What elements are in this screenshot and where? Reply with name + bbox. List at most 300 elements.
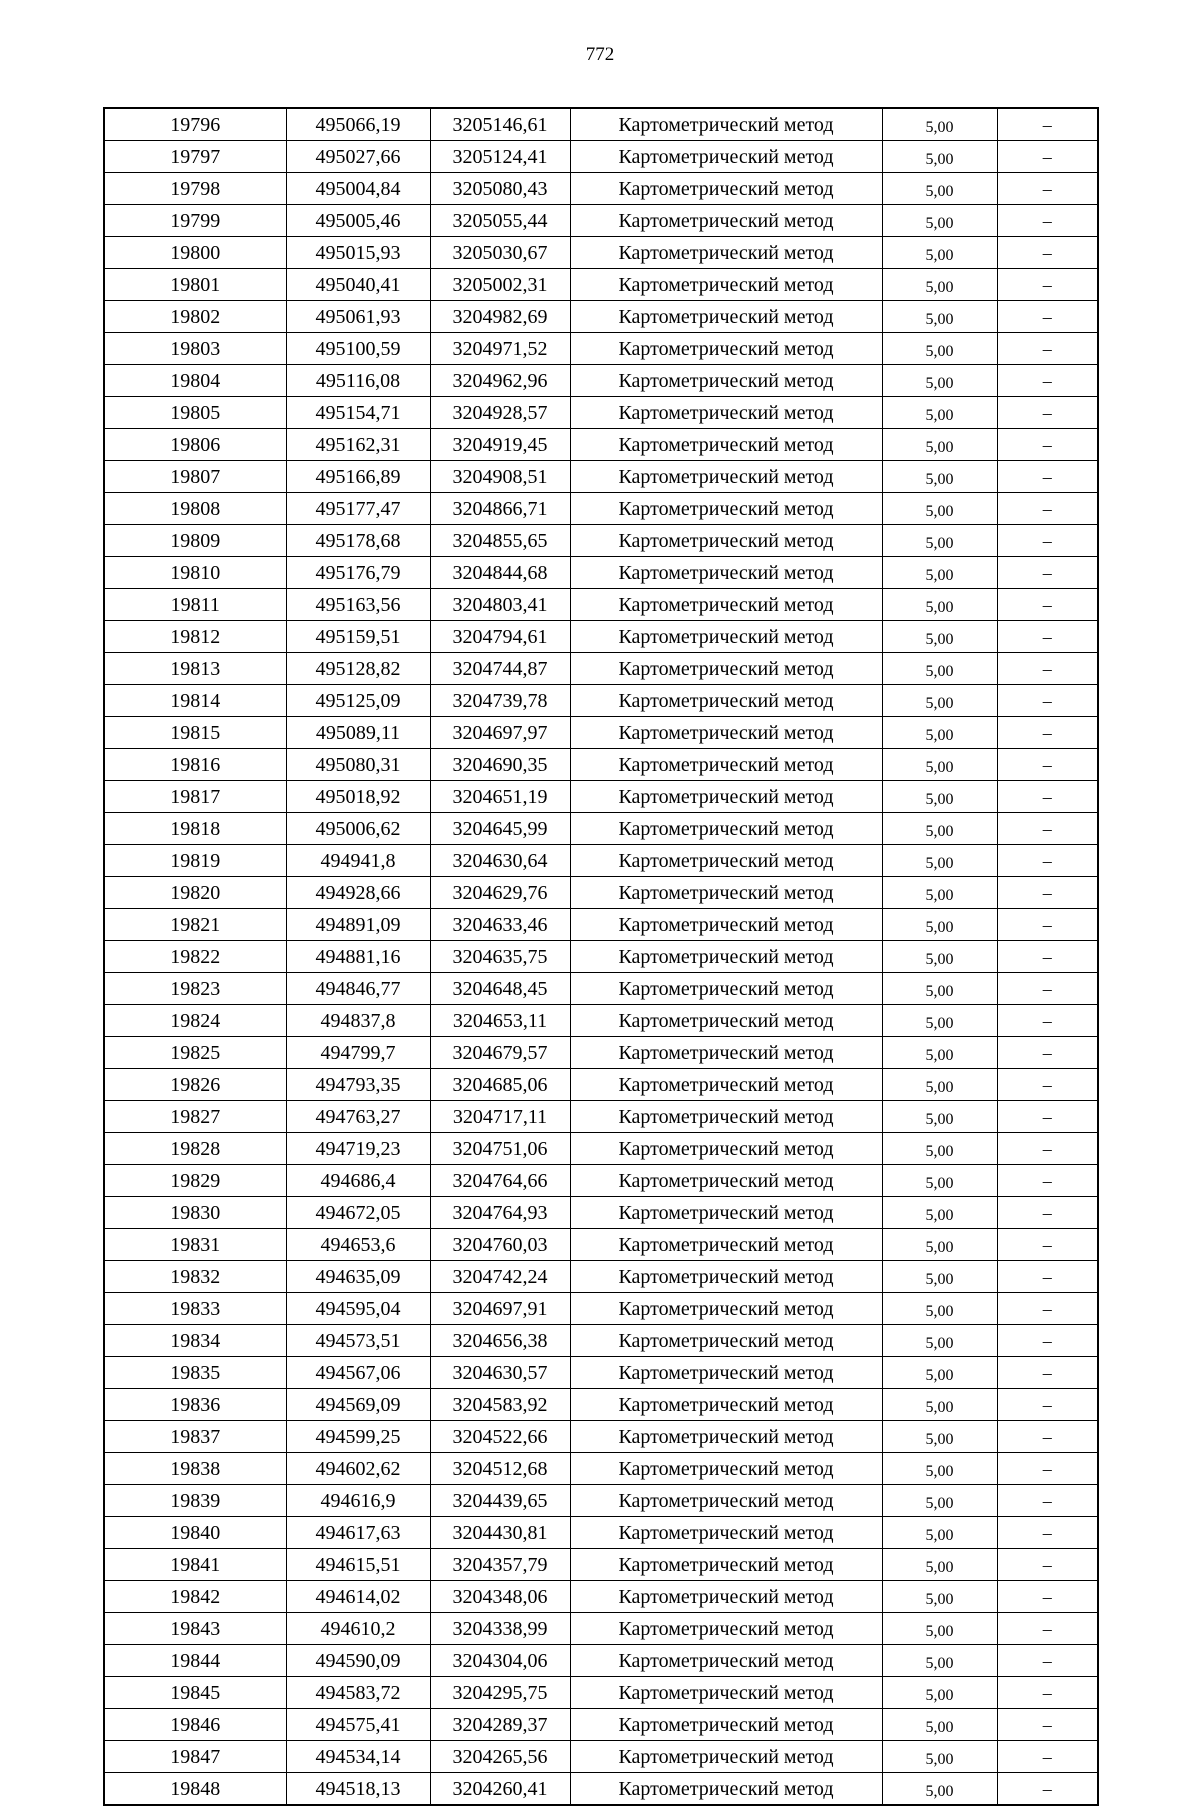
description-cell: – xyxy=(997,1677,1098,1709)
y-coordinate-cell: 3204855,65 xyxy=(430,525,570,557)
accuracy-cell: 5,00 xyxy=(882,973,997,1005)
accuracy-cell: 5,00 xyxy=(882,685,997,717)
method-cell: Картометрический метод xyxy=(570,1037,882,1069)
table-row xyxy=(104,1421,1098,1453)
y-coordinate-cell: 3204697,91 xyxy=(430,1293,570,1325)
method-cell: Картометрический метод xyxy=(570,1165,882,1197)
y-coordinate-cell: 3204583,92 xyxy=(430,1389,570,1421)
x-coordinate-cell: 494928,66 xyxy=(286,877,430,909)
accuracy-cell: 5,00 xyxy=(882,1709,997,1741)
accuracy-cell: 5,00 xyxy=(882,1677,997,1709)
accuracy-cell: 5,00 xyxy=(882,1069,997,1101)
y-coordinate-cell: 3204656,38 xyxy=(430,1325,570,1357)
point-number-cell: 19800 xyxy=(104,237,286,269)
accuracy-cell: 5,00 xyxy=(882,301,997,333)
point-number-cell: 19816 xyxy=(104,749,286,781)
accuracy-cell: 5,00 xyxy=(882,1453,997,1485)
description-cell: – xyxy=(997,1037,1098,1069)
y-coordinate-cell: 3204744,87 xyxy=(430,653,570,685)
method-cell: Картометрический метод xyxy=(570,909,882,941)
point-number-cell: 19815 xyxy=(104,717,286,749)
y-coordinate-cell: 3204751,06 xyxy=(430,1133,570,1165)
description-cell: – xyxy=(997,621,1098,653)
table-row xyxy=(104,108,1098,141)
description-cell: – xyxy=(997,557,1098,589)
x-coordinate-cell: 495177,47 xyxy=(286,493,430,525)
method-cell: Картометрический метод xyxy=(570,1197,882,1229)
accuracy-cell: 5,00 xyxy=(882,749,997,781)
table-row xyxy=(104,1485,1098,1517)
point-number-cell: 19818 xyxy=(104,813,286,845)
description-cell: – xyxy=(997,1741,1098,1773)
table-row xyxy=(104,1197,1098,1229)
accuracy-cell: 5,00 xyxy=(882,1645,997,1677)
table-row xyxy=(104,1549,1098,1581)
accuracy-cell: 5,00 xyxy=(882,1517,997,1549)
accuracy-cell: 5,00 xyxy=(882,461,997,493)
table-row xyxy=(104,1741,1098,1773)
description-cell: – xyxy=(997,685,1098,717)
x-coordinate-cell: 495100,59 xyxy=(286,333,430,365)
x-coordinate-cell: 494635,09 xyxy=(286,1261,430,1293)
description-cell: – xyxy=(997,1261,1098,1293)
description-cell: – xyxy=(997,909,1098,941)
point-number-cell: 19832 xyxy=(104,1261,286,1293)
y-coordinate-cell: 3204265,56 xyxy=(430,1741,570,1773)
y-coordinate-cell: 3204630,57 xyxy=(430,1357,570,1389)
method-cell: Картометрический метод xyxy=(570,1709,882,1741)
description-cell: – xyxy=(997,1421,1098,1453)
accuracy-cell: 5,00 xyxy=(882,877,997,909)
point-number-cell: 19813 xyxy=(104,653,286,685)
description-cell: – xyxy=(997,1101,1098,1133)
point-number-cell: 19838 xyxy=(104,1453,286,1485)
x-coordinate-cell: 494567,06 xyxy=(286,1357,430,1389)
accuracy-cell: 5,00 xyxy=(882,557,997,589)
point-number-cell: 19841 xyxy=(104,1549,286,1581)
point-number-cell: 19831 xyxy=(104,1229,286,1261)
y-coordinate-cell: 3205080,43 xyxy=(430,173,570,205)
point-number-cell: 19821 xyxy=(104,909,286,941)
point-number-cell: 19814 xyxy=(104,685,286,717)
x-coordinate-cell: 494534,14 xyxy=(286,1741,430,1773)
accuracy-cell: 5,00 xyxy=(882,1549,997,1581)
description-cell: – xyxy=(997,1549,1098,1581)
y-coordinate-cell: 3204338,99 xyxy=(430,1613,570,1645)
point-number-cell: 19836 xyxy=(104,1389,286,1421)
method-cell: Картометрический метод xyxy=(570,269,882,301)
table-row xyxy=(104,1133,1098,1165)
table-row xyxy=(104,685,1098,717)
y-coordinate-cell: 3204764,93 xyxy=(430,1197,570,1229)
point-number-cell: 19842 xyxy=(104,1581,286,1613)
method-cell: Картометрический метод xyxy=(570,1389,882,1421)
point-number-cell: 19844 xyxy=(104,1645,286,1677)
x-coordinate-cell: 494614,02 xyxy=(286,1581,430,1613)
description-cell: – xyxy=(997,1357,1098,1389)
y-coordinate-cell: 3204844,68 xyxy=(430,557,570,589)
accuracy-cell: 5,00 xyxy=(882,333,997,365)
point-number-cell: 19797 xyxy=(104,141,286,173)
coordinates-table xyxy=(103,107,1099,1806)
x-coordinate-cell: 495004,84 xyxy=(286,173,430,205)
description-cell: – xyxy=(997,941,1098,973)
point-number-cell: 19840 xyxy=(104,1517,286,1549)
x-coordinate-cell: 494575,41 xyxy=(286,1709,430,1741)
method-cell: Картометрический метод xyxy=(570,1517,882,1549)
method-cell: Картометрический метод xyxy=(570,1677,882,1709)
x-coordinate-cell: 494569,09 xyxy=(286,1389,430,1421)
point-number-cell: 19817 xyxy=(104,781,286,813)
table-row xyxy=(104,1325,1098,1357)
x-coordinate-cell: 495006,62 xyxy=(286,813,430,845)
accuracy-cell: 5,00 xyxy=(882,1101,997,1133)
method-cell: Картометрический метод xyxy=(570,1549,882,1581)
y-coordinate-cell: 3204764,66 xyxy=(430,1165,570,1197)
accuracy-cell: 5,00 xyxy=(882,1357,997,1389)
table-row xyxy=(104,461,1098,493)
method-cell: Картометрический метод xyxy=(570,461,882,493)
point-number-cell: 19811 xyxy=(104,589,286,621)
accuracy-cell: 5,00 xyxy=(882,1485,997,1517)
y-coordinate-cell: 3204439,65 xyxy=(430,1485,570,1517)
table-row xyxy=(104,493,1098,525)
y-coordinate-cell: 3204629,76 xyxy=(430,877,570,909)
table-row xyxy=(104,973,1098,1005)
table-row xyxy=(104,173,1098,205)
x-coordinate-cell: 494590,09 xyxy=(286,1645,430,1677)
accuracy-cell: 5,00 xyxy=(882,1613,997,1645)
y-coordinate-cell: 3204803,41 xyxy=(430,589,570,621)
table-row xyxy=(104,429,1098,461)
accuracy-cell: 5,00 xyxy=(882,717,997,749)
table-row xyxy=(104,653,1098,685)
x-coordinate-cell: 495163,56 xyxy=(286,589,430,621)
table-row xyxy=(104,1293,1098,1325)
method-cell: Картометрический метод xyxy=(570,1101,882,1133)
y-coordinate-cell: 3204645,99 xyxy=(430,813,570,845)
x-coordinate-cell: 494846,77 xyxy=(286,973,430,1005)
accuracy-cell: 5,00 xyxy=(882,1037,997,1069)
table-row xyxy=(104,1517,1098,1549)
description-cell: – xyxy=(997,1197,1098,1229)
method-cell: Картометрический метод xyxy=(570,1005,882,1037)
table-row xyxy=(104,1709,1098,1741)
method-cell: Картометрический метод xyxy=(570,1069,882,1101)
description-cell: – xyxy=(997,1293,1098,1325)
table-row xyxy=(104,749,1098,781)
point-number-cell: 19847 xyxy=(104,1741,286,1773)
accuracy-cell: 5,00 xyxy=(882,1197,997,1229)
method-cell: Картометрический метод xyxy=(570,1453,882,1485)
point-number-cell: 19807 xyxy=(104,461,286,493)
method-cell: Картометрический метод xyxy=(570,1357,882,1389)
method-cell: Картометрический метод xyxy=(570,333,882,365)
y-coordinate-cell: 3204685,06 xyxy=(430,1069,570,1101)
x-coordinate-cell: 494837,8 xyxy=(286,1005,430,1037)
method-cell: Картометрический метод xyxy=(570,557,882,589)
table-row xyxy=(104,1069,1098,1101)
accuracy-cell: 5,00 xyxy=(882,1773,997,1806)
x-coordinate-cell: 495125,09 xyxy=(286,685,430,717)
accuracy-cell: 5,00 xyxy=(882,237,997,269)
y-coordinate-cell: 3204919,45 xyxy=(430,429,570,461)
x-coordinate-cell: 494793,35 xyxy=(286,1069,430,1101)
x-coordinate-cell: 495166,89 xyxy=(286,461,430,493)
description-cell: – xyxy=(997,429,1098,461)
point-number-cell: 19823 xyxy=(104,973,286,1005)
point-number-cell: 19808 xyxy=(104,493,286,525)
x-coordinate-cell: 494686,4 xyxy=(286,1165,430,1197)
point-number-cell: 19833 xyxy=(104,1293,286,1325)
accuracy-cell: 5,00 xyxy=(882,781,997,813)
description-cell: – xyxy=(997,1485,1098,1517)
accuracy-cell: 5,00 xyxy=(882,589,997,621)
description-cell: – xyxy=(997,461,1098,493)
accuracy-cell: 5,00 xyxy=(882,1293,997,1325)
method-cell: Картометрический метод xyxy=(570,781,882,813)
point-number-cell: 19805 xyxy=(104,397,286,429)
method-cell: Картометрический метод xyxy=(570,941,882,973)
point-number-cell: 19845 xyxy=(104,1677,286,1709)
description-cell: – xyxy=(997,173,1098,205)
table-row xyxy=(104,365,1098,397)
accuracy-cell: 5,00 xyxy=(882,1261,997,1293)
table-row xyxy=(104,525,1098,557)
y-coordinate-cell: 3204742,24 xyxy=(430,1261,570,1293)
point-number-cell: 19830 xyxy=(104,1197,286,1229)
point-number-cell: 19829 xyxy=(104,1165,286,1197)
x-coordinate-cell: 495027,66 xyxy=(286,141,430,173)
method-cell: Картометрический метод xyxy=(570,1261,882,1293)
description-cell: – xyxy=(997,589,1098,621)
method-cell: Картометрический метод xyxy=(570,1773,882,1806)
description-cell: – xyxy=(997,1645,1098,1677)
y-coordinate-cell: 3204648,45 xyxy=(430,973,570,1005)
accuracy-cell: 5,00 xyxy=(882,653,997,685)
description-cell: – xyxy=(997,653,1098,685)
point-number-cell: 19848 xyxy=(104,1773,286,1806)
accuracy-cell: 5,00 xyxy=(882,429,997,461)
x-coordinate-cell: 495116,08 xyxy=(286,365,430,397)
method-cell: Картометрический метод xyxy=(570,205,882,237)
x-coordinate-cell: 494653,6 xyxy=(286,1229,430,1261)
description-cell: – xyxy=(997,877,1098,909)
accuracy-cell: 5,00 xyxy=(882,173,997,205)
description-cell: – xyxy=(997,1613,1098,1645)
table-row xyxy=(104,1357,1098,1389)
table-row xyxy=(104,941,1098,973)
description-cell: – xyxy=(997,205,1098,237)
y-coordinate-cell: 3204295,75 xyxy=(430,1677,570,1709)
y-coordinate-cell: 3204697,97 xyxy=(430,717,570,749)
x-coordinate-cell: 494610,2 xyxy=(286,1613,430,1645)
y-coordinate-cell: 3204260,41 xyxy=(430,1773,570,1806)
accuracy-cell: 5,00 xyxy=(882,621,997,653)
method-cell: Картометрический метод xyxy=(570,1229,882,1261)
point-number-cell: 19828 xyxy=(104,1133,286,1165)
y-coordinate-cell: 3204653,11 xyxy=(430,1005,570,1037)
description-cell: – xyxy=(997,1773,1098,1806)
description-cell: – xyxy=(997,1133,1098,1165)
x-coordinate-cell: 494617,63 xyxy=(286,1517,430,1549)
x-coordinate-cell: 494719,23 xyxy=(286,1133,430,1165)
table-row xyxy=(104,1165,1098,1197)
description-cell: – xyxy=(997,493,1098,525)
table-row xyxy=(104,1005,1098,1037)
table-row xyxy=(104,621,1098,653)
x-coordinate-cell: 494602,62 xyxy=(286,1453,430,1485)
point-number-cell: 19839 xyxy=(104,1485,286,1517)
description-cell: – xyxy=(997,365,1098,397)
point-number-cell: 19846 xyxy=(104,1709,286,1741)
x-coordinate-cell: 495040,41 xyxy=(286,269,430,301)
table-row xyxy=(104,1581,1098,1613)
point-number-cell: 19835 xyxy=(104,1357,286,1389)
method-cell: Картометрический метод xyxy=(570,429,882,461)
x-coordinate-cell: 495128,82 xyxy=(286,653,430,685)
x-coordinate-cell: 495089,11 xyxy=(286,717,430,749)
x-coordinate-cell: 494595,04 xyxy=(286,1293,430,1325)
x-coordinate-cell: 494941,8 xyxy=(286,845,430,877)
accuracy-cell: 5,00 xyxy=(882,1133,997,1165)
accuracy-cell: 5,00 xyxy=(882,1389,997,1421)
description-cell: – xyxy=(997,973,1098,1005)
y-coordinate-cell: 3204679,57 xyxy=(430,1037,570,1069)
description-cell: – xyxy=(997,269,1098,301)
point-number-cell: 19820 xyxy=(104,877,286,909)
method-cell: Картометрический метод xyxy=(570,108,882,141)
method-cell: Картометрический метод xyxy=(570,589,882,621)
point-number-cell: 19806 xyxy=(104,429,286,461)
accuracy-cell: 5,00 xyxy=(882,108,997,141)
method-cell: Картометрический метод xyxy=(570,813,882,845)
description-cell: – xyxy=(997,749,1098,781)
method-cell: Картометрический метод xyxy=(570,1421,882,1453)
method-cell: Картометрический метод xyxy=(570,141,882,173)
accuracy-cell: 5,00 xyxy=(882,813,997,845)
x-coordinate-cell: 494616,9 xyxy=(286,1485,430,1517)
x-coordinate-cell: 494615,51 xyxy=(286,1549,430,1581)
table-row xyxy=(104,845,1098,877)
description-cell: – xyxy=(997,333,1098,365)
accuracy-cell: 5,00 xyxy=(882,1421,997,1453)
x-coordinate-cell: 495005,46 xyxy=(286,205,430,237)
point-number-cell: 19799 xyxy=(104,205,286,237)
point-number-cell: 19804 xyxy=(104,365,286,397)
table-row xyxy=(104,397,1098,429)
table-row xyxy=(104,1645,1098,1677)
x-coordinate-cell: 495162,31 xyxy=(286,429,430,461)
method-cell: Картометрический метод xyxy=(570,1581,882,1613)
y-coordinate-cell: 3205002,31 xyxy=(430,269,570,301)
description-cell: – xyxy=(997,1165,1098,1197)
method-cell: Картометрический метод xyxy=(570,749,882,781)
accuracy-cell: 5,00 xyxy=(882,941,997,973)
accuracy-cell: 5,00 xyxy=(882,365,997,397)
description-cell: – xyxy=(997,1517,1098,1549)
y-coordinate-cell: 3204348,06 xyxy=(430,1581,570,1613)
description-cell: – xyxy=(997,845,1098,877)
description-cell: – xyxy=(997,1581,1098,1613)
description-cell: – xyxy=(997,1325,1098,1357)
table-row xyxy=(104,1677,1098,1709)
x-coordinate-cell: 494763,27 xyxy=(286,1101,430,1133)
x-coordinate-cell: 494881,16 xyxy=(286,941,430,973)
y-coordinate-cell: 3204739,78 xyxy=(430,685,570,717)
x-coordinate-cell: 495066,19 xyxy=(286,108,430,141)
accuracy-cell: 5,00 xyxy=(882,1581,997,1613)
x-coordinate-cell: 494799,7 xyxy=(286,1037,430,1069)
accuracy-cell: 5,00 xyxy=(882,909,997,941)
x-coordinate-cell: 495178,68 xyxy=(286,525,430,557)
point-number-cell: 19843 xyxy=(104,1613,286,1645)
point-number-cell: 19824 xyxy=(104,1005,286,1037)
y-coordinate-cell: 3204512,68 xyxy=(430,1453,570,1485)
method-cell: Картометрический метод xyxy=(570,1325,882,1357)
description-cell: – xyxy=(997,301,1098,333)
y-coordinate-cell: 3204908,51 xyxy=(430,461,570,493)
method-cell: Картометрический метод xyxy=(570,397,882,429)
method-cell: Картометрический метод xyxy=(570,173,882,205)
accuracy-cell: 5,00 xyxy=(882,1229,997,1261)
y-coordinate-cell: 3204760,03 xyxy=(430,1229,570,1261)
method-cell: Картометрический метод xyxy=(570,1645,882,1677)
table-row xyxy=(104,1773,1098,1806)
description-cell: – xyxy=(997,1389,1098,1421)
y-coordinate-cell: 3204794,61 xyxy=(430,621,570,653)
table-row xyxy=(104,205,1098,237)
x-coordinate-cell: 495080,31 xyxy=(286,749,430,781)
table-row xyxy=(104,301,1098,333)
x-coordinate-cell: 495159,51 xyxy=(286,621,430,653)
description-cell: – xyxy=(997,1069,1098,1101)
accuracy-cell: 5,00 xyxy=(882,141,997,173)
y-coordinate-cell: 3204357,79 xyxy=(430,1549,570,1581)
x-coordinate-cell: 495154,71 xyxy=(286,397,430,429)
y-coordinate-cell: 3204717,11 xyxy=(430,1101,570,1133)
y-coordinate-cell: 3204928,57 xyxy=(430,397,570,429)
accuracy-cell: 5,00 xyxy=(882,1005,997,1037)
y-coordinate-cell: 3204630,64 xyxy=(430,845,570,877)
table-row xyxy=(104,141,1098,173)
table-row xyxy=(104,1613,1098,1645)
method-cell: Картометрический метод xyxy=(570,653,882,685)
y-coordinate-cell: 3204633,46 xyxy=(430,909,570,941)
table-row xyxy=(104,717,1098,749)
description-cell: – xyxy=(997,1709,1098,1741)
y-coordinate-cell: 3204289,37 xyxy=(430,1709,570,1741)
table-row xyxy=(104,1037,1098,1069)
x-coordinate-cell: 494583,72 xyxy=(286,1677,430,1709)
method-cell: Картометрический метод xyxy=(570,237,882,269)
y-coordinate-cell: 3204635,75 xyxy=(430,941,570,973)
method-cell: Картометрический метод xyxy=(570,621,882,653)
method-cell: Картометрический метод xyxy=(570,493,882,525)
coordinates-table-body xyxy=(104,108,1098,1805)
x-coordinate-cell: 494573,51 xyxy=(286,1325,430,1357)
point-number-cell: 19801 xyxy=(104,269,286,301)
point-number-cell: 19819 xyxy=(104,845,286,877)
description-cell: – xyxy=(997,717,1098,749)
point-number-cell: 19822 xyxy=(104,941,286,973)
accuracy-cell: 5,00 xyxy=(882,269,997,301)
table-row xyxy=(104,1453,1098,1485)
y-coordinate-cell: 3204522,66 xyxy=(430,1421,570,1453)
accuracy-cell: 5,00 xyxy=(882,205,997,237)
x-coordinate-cell: 495015,93 xyxy=(286,237,430,269)
table-row xyxy=(104,781,1098,813)
